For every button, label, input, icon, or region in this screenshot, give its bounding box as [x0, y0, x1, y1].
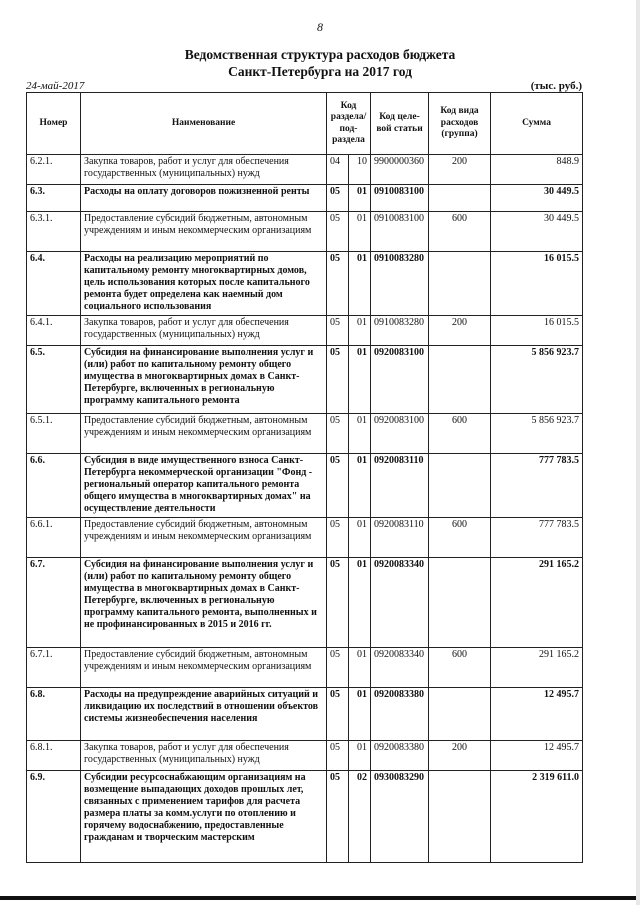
- row-subsection: 01: [349, 454, 371, 518]
- row-section: 05: [327, 212, 349, 252]
- document-date: 24-май-2017: [26, 80, 85, 92]
- table-row: [27, 771, 583, 863]
- page-number: 8: [317, 20, 323, 34]
- table-row: [27, 316, 583, 346]
- row-group: [429, 771, 491, 863]
- row-group: 600: [429, 518, 491, 558]
- row-group: 600: [429, 648, 491, 688]
- row-sum: 5 856 923.7: [491, 346, 583, 414]
- header-name: Наименование: [81, 93, 327, 155]
- table-row: [27, 518, 583, 558]
- title-line-2: Санкт-Петербурга на 2017 год: [228, 64, 412, 79]
- row-number: 6.5.: [27, 346, 81, 414]
- row-sum: 291 165.2: [491, 558, 583, 648]
- header-group: Код вида расходов (группа): [429, 93, 491, 155]
- row-article: 9900000360: [371, 155, 429, 185]
- row-number: 6.3.1.: [27, 212, 81, 252]
- table-body: [27, 155, 583, 863]
- table-row: [27, 688, 583, 741]
- row-article: 0920083380: [371, 741, 429, 771]
- row-section: 05: [327, 185, 349, 212]
- row-number: 6.4.: [27, 252, 81, 316]
- header-number: Номер: [27, 93, 81, 155]
- header-article: Код целе- вой статьи: [371, 93, 429, 155]
- row-group: [429, 252, 491, 316]
- table-header-row: [27, 93, 583, 155]
- row-number: 6.9.: [27, 771, 81, 863]
- row-sum: 16 015.5: [491, 316, 583, 346]
- row-name: Расходы на реализацию мероприятий по капитальному ремонту многоквартирных домов, цель использования которых после капитального ремонта будет определена как наемный дом социального использования: [81, 252, 327, 316]
- row-sum: 848.9: [491, 155, 583, 185]
- budget-table: [26, 92, 583, 863]
- row-article: 0910083280: [371, 252, 429, 316]
- row-sum: 12 495.7: [491, 741, 583, 771]
- row-name: Закупка товаров, работ и услуг для обеспечения государственных (муниципальных) нужд: [81, 741, 327, 771]
- row-group: [429, 454, 491, 518]
- row-article: 0920083340: [371, 648, 429, 688]
- row-number: 6.5.1.: [27, 414, 81, 454]
- row-article: 0920083340: [371, 558, 429, 648]
- row-number: 6.7.1.: [27, 648, 81, 688]
- row-article: 0920083110: [371, 454, 429, 518]
- row-name: Предоставление субсидий бюджетным, автономным учреждениям и иным некоммерческим организациям: [81, 648, 327, 688]
- row-section: 05: [327, 414, 349, 454]
- header-section: Код раздела/ под- раздела: [327, 93, 371, 155]
- row-group: [429, 346, 491, 414]
- row-article: 0920083380: [371, 688, 429, 741]
- row-article: 0910083280: [371, 316, 429, 346]
- row-subsection: 01: [349, 414, 371, 454]
- row-name: Предоставление субсидий бюджетным, автономным учреждениям и иным некоммерческим организациям: [81, 212, 327, 252]
- bottom-rule: [0, 896, 640, 900]
- row-name: Расходы на оплату договоров пожизненной ренты: [81, 185, 327, 212]
- row-group: [429, 558, 491, 648]
- row-name: Расходы на предупреждение аварийных ситуаций и ликвидацию их последствий в отношении объектов системы жизнеобеспечения населения: [81, 688, 327, 741]
- row-section: 05: [327, 518, 349, 558]
- row-number: 6.8.: [27, 688, 81, 741]
- row-name: Предоставление субсидий бюджетным, автономным учреждениям и иным некоммерческим организациям: [81, 414, 327, 454]
- table-row: [27, 648, 583, 688]
- table-row: [27, 558, 583, 648]
- row-section: 05: [327, 252, 349, 316]
- row-number: 6.8.1.: [27, 741, 81, 771]
- row-subsection: 01: [349, 212, 371, 252]
- table-row: [27, 155, 583, 185]
- row-article: 0920083100: [371, 414, 429, 454]
- row-subsection: 02: [349, 771, 371, 863]
- title-line-1: Ведомственная структура расходов бюджета: [184, 47, 456, 62]
- row-subsection: 01: [349, 558, 371, 648]
- row-sum: 777 783.5: [491, 518, 583, 558]
- row-sum: 291 165.2: [491, 648, 583, 688]
- row-article: 0920083110: [371, 518, 429, 558]
- row-article: 0910083100: [371, 212, 429, 252]
- table-row: [27, 212, 583, 252]
- row-group: 600: [429, 414, 491, 454]
- row-name: Закупка товаров, работ и услуг для обеспечения государственных (муниципальных) нужд: [81, 155, 327, 185]
- table-row: [27, 185, 583, 212]
- row-sum: 16 015.5: [491, 252, 583, 316]
- row-subsection: 01: [349, 185, 371, 212]
- row-section: 05: [327, 346, 349, 414]
- table-row: [27, 741, 583, 771]
- row-subsection: 01: [349, 518, 371, 558]
- row-article: 0920083100: [371, 346, 429, 414]
- row-section: 05: [327, 454, 349, 518]
- row-section: 05: [327, 688, 349, 741]
- row-number: 6.6.1.: [27, 518, 81, 558]
- row-name: Субсидия на финансирование выполнения услуг и (или) работ по капитальному ремонту общего имущества в многоквартирных домах в Санкт-Петербурге, включенных в региональную программу капитального ремонта, выполненных и не профинансированных в 2015 и 2016 гг.: [81, 558, 327, 648]
- row-name: Предоставление субсидий бюджетным, автономным учреждениям и иным некоммерческим организациям: [81, 518, 327, 558]
- units-label: (тыс. руб.): [530, 80, 582, 92]
- table-row: [27, 252, 583, 316]
- row-number: 6.7.: [27, 558, 81, 648]
- row-section: 05: [327, 741, 349, 771]
- row-sum: 5 856 923.7: [491, 414, 583, 454]
- row-subsection: 01: [349, 741, 371, 771]
- row-number: 6.2.1.: [27, 155, 81, 185]
- row-section: 05: [327, 771, 349, 863]
- row-group: 200: [429, 316, 491, 346]
- row-section: 05: [327, 648, 349, 688]
- row-sum: 2 319 611.0: [491, 771, 583, 863]
- row-subsection: 01: [349, 688, 371, 741]
- row-article: 0910083100: [371, 185, 429, 212]
- header-sum: Сумма: [491, 93, 583, 155]
- row-section: 05: [327, 558, 349, 648]
- scan-edge: [636, 0, 640, 905]
- row-group: 200: [429, 155, 491, 185]
- row-sum: 777 783.5: [491, 454, 583, 518]
- row-group: 200: [429, 741, 491, 771]
- row-name: Субсидия в виде имущественного взноса Санкт-Петербурга некоммерческой организации "Фонд - региональный оператор капитального ремонта общего имущества в многоквартирных домах" на осуществление деятельности: [81, 454, 327, 518]
- row-section: 04: [327, 155, 349, 185]
- row-sum: 30 449.5: [491, 212, 583, 252]
- row-group: [429, 185, 491, 212]
- row-section: 05: [327, 316, 349, 346]
- row-sum: 12 495.7: [491, 688, 583, 741]
- row-name: Субсидия на финансирование выполнения услуг и (или) работ по капитальному ремонту общего имущества в многоквартирных домах в Санкт-Петербурге, включенных в региональную программу капитального ремонта: [81, 346, 327, 414]
- table-row: [27, 414, 583, 454]
- row-group: 600: [429, 212, 491, 252]
- row-sum: 30 449.5: [491, 185, 583, 212]
- row-number: 6.6.: [27, 454, 81, 518]
- row-group: [429, 688, 491, 741]
- row-subsection: 01: [349, 252, 371, 316]
- row-number: 6.3.: [27, 185, 81, 212]
- document-title: [0, 46, 640, 80]
- table-row: [27, 454, 583, 518]
- row-name: Закупка товаров, работ и услуг для обеспечения государственных (муниципальных) нужд: [81, 316, 327, 346]
- row-name: Субсидии ресурсоснабжающим организациям на возмещение выпадающих доходов прошлых лет, связанных с применением тарифов для расчета размера платы за комм.услуги по отоплению и горячему водоснабжению, предоставленные гражданам и творческим мастерским: [81, 771, 327, 863]
- row-subsection: 01: [349, 346, 371, 414]
- row-subsection: 01: [349, 648, 371, 688]
- table-row: [27, 346, 583, 414]
- row-number: 6.4.1.: [27, 316, 81, 346]
- row-subsection: 01: [349, 316, 371, 346]
- row-article: 0930083290: [371, 771, 429, 863]
- row-subsection: 10: [349, 155, 371, 185]
